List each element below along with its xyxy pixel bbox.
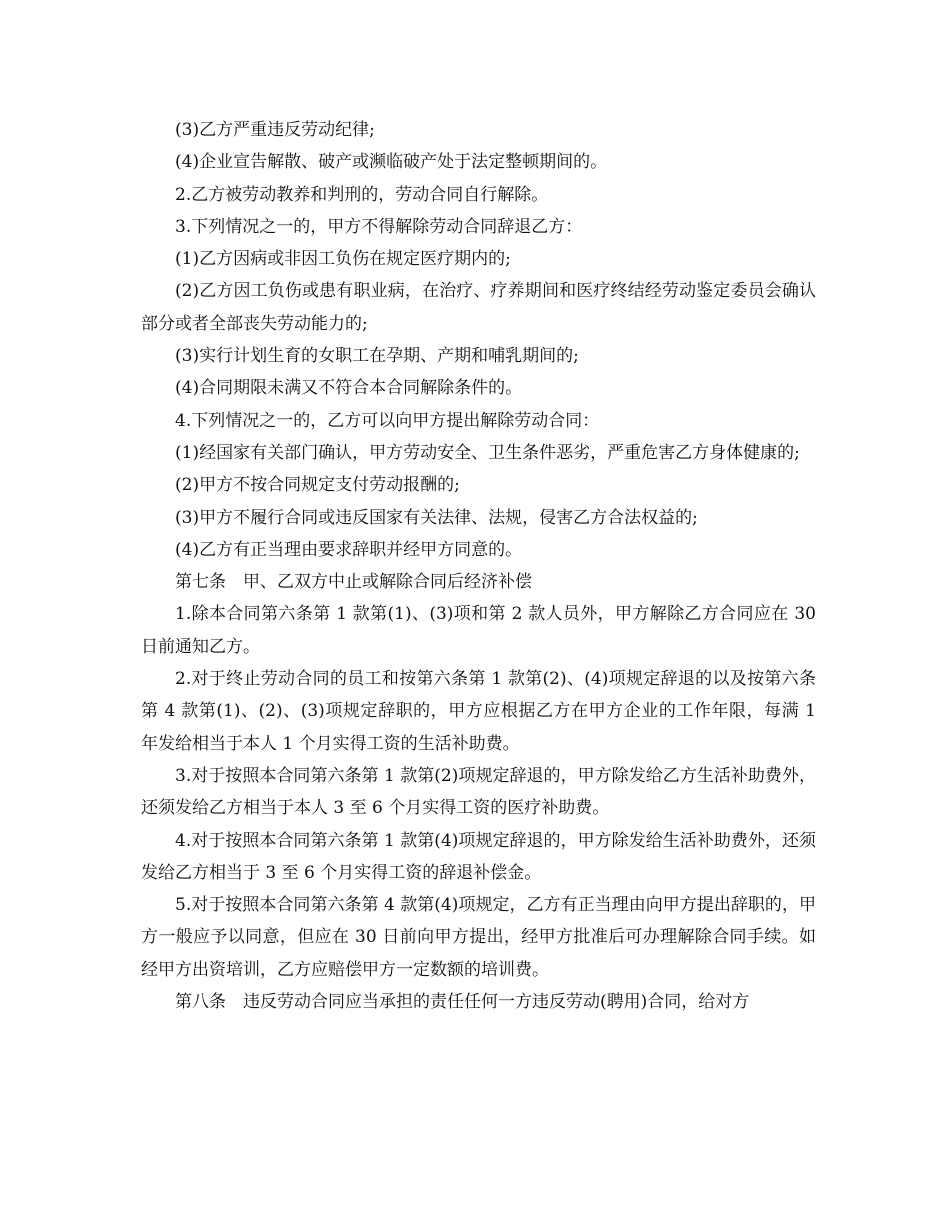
clause-item: 2.对于终止劳动合同的员工和按第六条第 1 款第(2)、(4)项规定辞退的以及按第六条第 4 款第(1)、(2)、(3)项规定辞职的，甲方应根据乙方在甲方企业的工作年限，每满 1 年发给相当于本人 1 个月实得工资的生活补助费。 [141, 669, 816, 754]
article-heading: 第八条 违反劳动合同应当承担的责任任何一方违反劳动(聘用)合同，给对方 [175, 992, 750, 1013]
article-heading: 第七条 甲、乙双方中止或解除合同后经济补偿 [175, 572, 532, 593]
clause-item: (3)乙方严重违反劳动纪律; [175, 120, 375, 140]
clause-item: 4.对于按照本合同第六条第 1 款第(4)项规定辞退的，甲方除发给生活补助费外，还须发给乙方相当于 3 至 6 个月实得工资的辞退补偿金。 [141, 830, 816, 883]
document-body [141, 114, 816, 1018]
clause-item: (2)乙方因工负伤或患有职业病，在治疗、疗养期间和医疗终结经劳动鉴定委员会确认部分或者全部丧失劳动能力的; [141, 281, 816, 334]
clause-item: (2)甲方不按合同规定支付劳动报酬的; [175, 475, 460, 496]
clause-item: 2.乙方被劳动教养和判刑的，劳动合同自行解除。 [175, 184, 549, 205]
clause-item: (1)经国家有关部门确认，甲方劳动安全、卫生条件恶劣，严重危害乙方身体健康的; [175, 442, 800, 463]
clause-item: (3)甲方不履行合同或违反国家有关法律、法规，侵害乙方合法权益的; [175, 507, 698, 528]
clause-item: 4.下列情况之一的，乙方可以向甲方提出解除劳动合同： [175, 410, 600, 431]
clause-item: (4)企业宣告解散、破产或濒临破产处于法定整顿期间的。 [175, 152, 608, 173]
clause-item: 3.下列情况之一的，甲方不得解除劳动合同辞退乙方： [175, 216, 583, 237]
clause-item: (3)实行计划生育的女职工在孕期、产期和哺乳期间的; [175, 346, 579, 367]
clause-item: (4)合同期限未满又不符合本合同解除条件的。 [175, 378, 523, 399]
clause-item: 3.对于按照本合同第六条第 1 款第(2)项规定辞退的，甲方除发给乙方生活补助费外，还须发给乙方相当于本人 3 至 6 个月实得工资的医疗补助费。 [141, 765, 816, 819]
clause-item: 1.除本合同第六条第 1 款第(1)、(3)项和第 2 款人员外，甲方解除乙方合同应在 30 日前通知乙方。 [141, 604, 816, 657]
clause-item: (1)乙方因病或非因工负伤在规定医疗期内的; [175, 249, 511, 270]
clause-item: 5.对于按照本合同第六条第 4 款第(4)项规定，乙方有正当理由向甲方提出辞职的，甲方一般应予以同意，但应在 30 日前向甲方提出，经甲方批准后可办理解除合同手续。如经甲方出资培训，乙方应赔偿甲方一定数额的培训费。 [141, 895, 816, 980]
clause-item: (4)乙方有正当理由要求辞职并经甲方同意的。 [175, 539, 523, 560]
